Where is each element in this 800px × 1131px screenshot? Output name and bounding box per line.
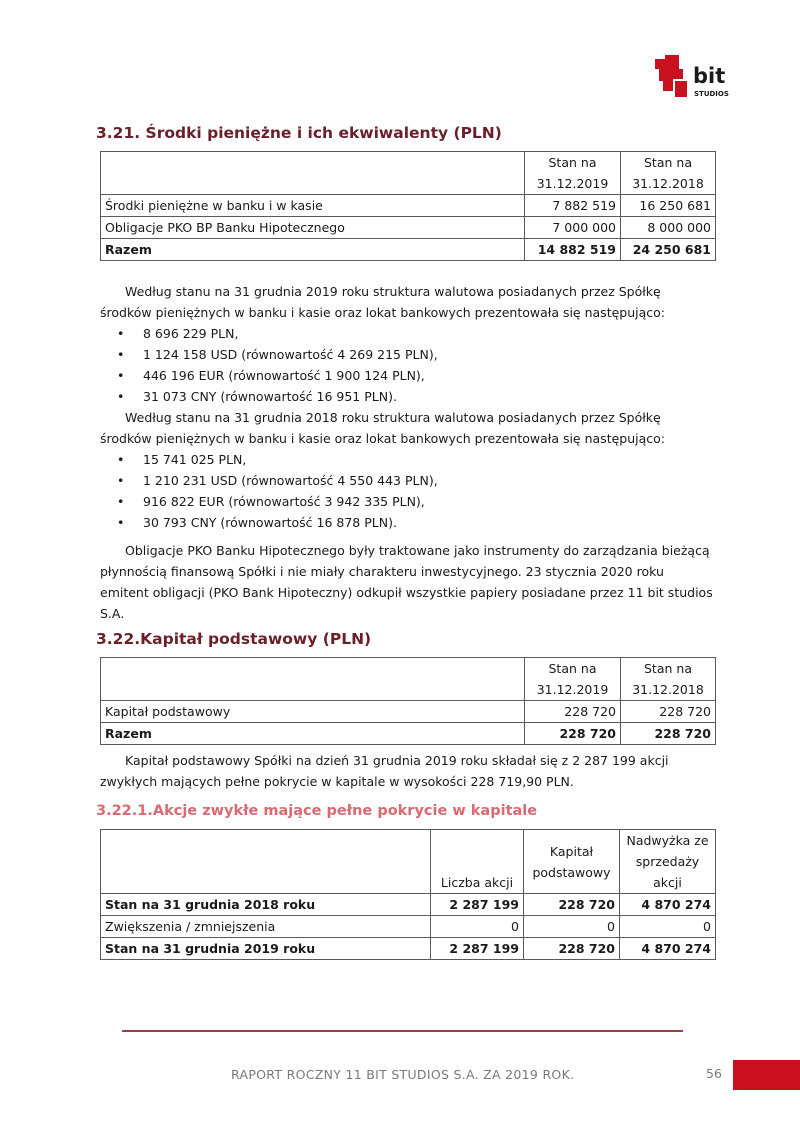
header-empty-cell — [101, 830, 431, 894]
paragraph-bonds: Obligacje PKO Banku Hipotecznego były traktowane jako instrumenty do zarządzania bieżącą płynnością finansową Spółki i nie miały charakteru inwestycyjnego. 23 stycznia 2020 roku emitent obligacji (PKO Bank Hipoteczny) odkupił wszystkie papiery posiadane przez 11 bit studios S.A. — [100, 543, 713, 621]
total-value-2018: 24 250 681 — [621, 239, 716, 261]
row-surplus: 0 — [620, 916, 716, 938]
header-2019: Stan na 31.12.2019 — [525, 152, 621, 195]
list-item: • 30 793 CNY (równowartość 16 878 PLN). — [100, 512, 715, 533]
row-value-2019: 7 882 519 — [525, 195, 621, 217]
paragraph-2019: Według stanu na 31 grudnia 2019 roku struktura walutowa posiadanych przez Spółkę środków pieniężnych w banku i kasie oraz lokat bankowych prezentowała się następująco: — [100, 284, 666, 320]
total-value-2018: 228 720 — [621, 723, 716, 745]
header-2019: Stan na 31.12.2019 — [525, 658, 621, 701]
row-value-2019: 7 000 000 — [525, 217, 621, 239]
footer-divider — [122, 1030, 683, 1032]
header-empty-cell — [101, 152, 525, 195]
row-label: Środki pieniężne w banku i w kasie — [101, 195, 525, 217]
row-surplus: 4 870 274 — [620, 894, 716, 916]
list-item: • 15 741 025 PLN, — [100, 449, 715, 470]
total-value-2019: 14 882 519 — [525, 239, 621, 261]
list-item: • 1 124 158 USD (równowartość 4 269 215 PLN), — [100, 344, 715, 365]
row-capital: 228 720 — [524, 894, 620, 916]
row-label: Kapitał podstawowy — [101, 701, 525, 723]
company-logo — [655, 55, 737, 99]
row-capital: 0 — [524, 916, 620, 938]
row-value-2018: 228 720 — [621, 701, 716, 723]
row-shares: 2 287 199 — [431, 938, 524, 960]
row-shares: 0 — [431, 916, 524, 938]
row-surplus: 4 870 274 — [620, 938, 716, 960]
header-shares: Liczba akcji — [431, 830, 524, 894]
header-empty-cell — [101, 658, 525, 701]
share-capital-text — [100, 750, 715, 792]
footer-accent-block — [733, 1060, 800, 1090]
section-title-3221: 3.22.1.Akcje zwykłe mające pełne pokrycie w kapitale — [96, 803, 538, 819]
row-label: Stan na 31 grudnia 2018 roku — [101, 894, 431, 916]
table-header-row — [101, 152, 716, 195]
list-item: • 446 196 EUR (równowartość 1 900 124 PLN), — [100, 365, 715, 386]
table-row — [101, 195, 716, 217]
header-surplus: Nadwyżka ze sprzedaży akcji — [620, 830, 716, 894]
table-row — [101, 938, 716, 960]
section-title-321: 3.21. Środki pieniężne i ich ekwiwalenty (PLN) — [96, 124, 502, 142]
footer-report-title: RAPORT ROCZNY 11 BIT STUDIOS S.A. ZA 2019 ROK. — [231, 1067, 575, 1082]
table-total-row — [101, 239, 716, 261]
row-value-2018: 8 000 000 — [621, 217, 716, 239]
page-number: 56 — [706, 1066, 722, 1081]
paragraph-share-capital: Kapitał podstawowy Spółki na dzień 31 grudnia 2019 roku składał się z 2 287 199 akcji zwykłych mających pełne pokrycie w kapitale w wysokości 228 719,90 PLN. — [100, 753, 669, 789]
table-row — [101, 217, 716, 239]
row-value-2018: 16 250 681 — [621, 195, 716, 217]
row-shares: 2 287 199 — [431, 894, 524, 916]
table-total-row — [101, 723, 716, 745]
header-2018: Stan na 31.12.2018 — [621, 658, 716, 701]
table-row — [101, 916, 716, 938]
logo-subtext: STUDIOS — [694, 90, 729, 98]
header-2018: Stan na 31.12.2018 — [621, 152, 716, 195]
total-label: Razem — [101, 239, 525, 261]
cash-structure-text — [100, 281, 715, 533]
list-item: • 916 822 EUR (równowartość 3 942 335 PLN), — [100, 491, 715, 512]
row-capital: 228 720 — [524, 938, 620, 960]
table-row — [101, 701, 716, 723]
total-label: Razem — [101, 723, 525, 745]
cash-table — [100, 151, 716, 261]
row-label: Stan na 31 grudnia 2019 roku — [101, 938, 431, 960]
bullet-list-2018 — [100, 449, 715, 533]
logo-text: bit — [693, 64, 726, 88]
list-item: • 8 696 229 PLN, — [100, 323, 715, 344]
row-label: Zwiększenia / zmniejszenia — [101, 916, 431, 938]
share-capital-table — [100, 657, 716, 745]
list-item: • 31 073 CNY (równowartość 16 951 PLN). — [100, 386, 715, 407]
bonds-text — [100, 540, 715, 624]
paragraph-2018: Według stanu na 31 grudnia 2018 roku struktura walutowa posiadanych przez Spółkę środków pieniężnych w banku i kasie oraz lokat bankowych prezentowała się następująco: — [100, 410, 666, 446]
bullet-list-2019 — [100, 323, 715, 407]
total-value-2019: 228 720 — [525, 723, 621, 745]
row-label: Obligacje PKO BP Banku Hipotecznego — [101, 217, 525, 239]
header-capital: Kapitał podstawowy — [524, 830, 620, 894]
table-header-row — [101, 830, 716, 894]
table-row — [101, 894, 716, 916]
list-item: • 1 210 231 USD (równowartość 4 550 443 PLN), — [100, 470, 715, 491]
ordinary-shares-table — [100, 829, 716, 960]
section-title-322: 3.22.Kapitał podstawowy (PLN) — [96, 630, 372, 648]
row-value-2019: 228 720 — [525, 701, 621, 723]
table-header-row — [101, 658, 716, 701]
